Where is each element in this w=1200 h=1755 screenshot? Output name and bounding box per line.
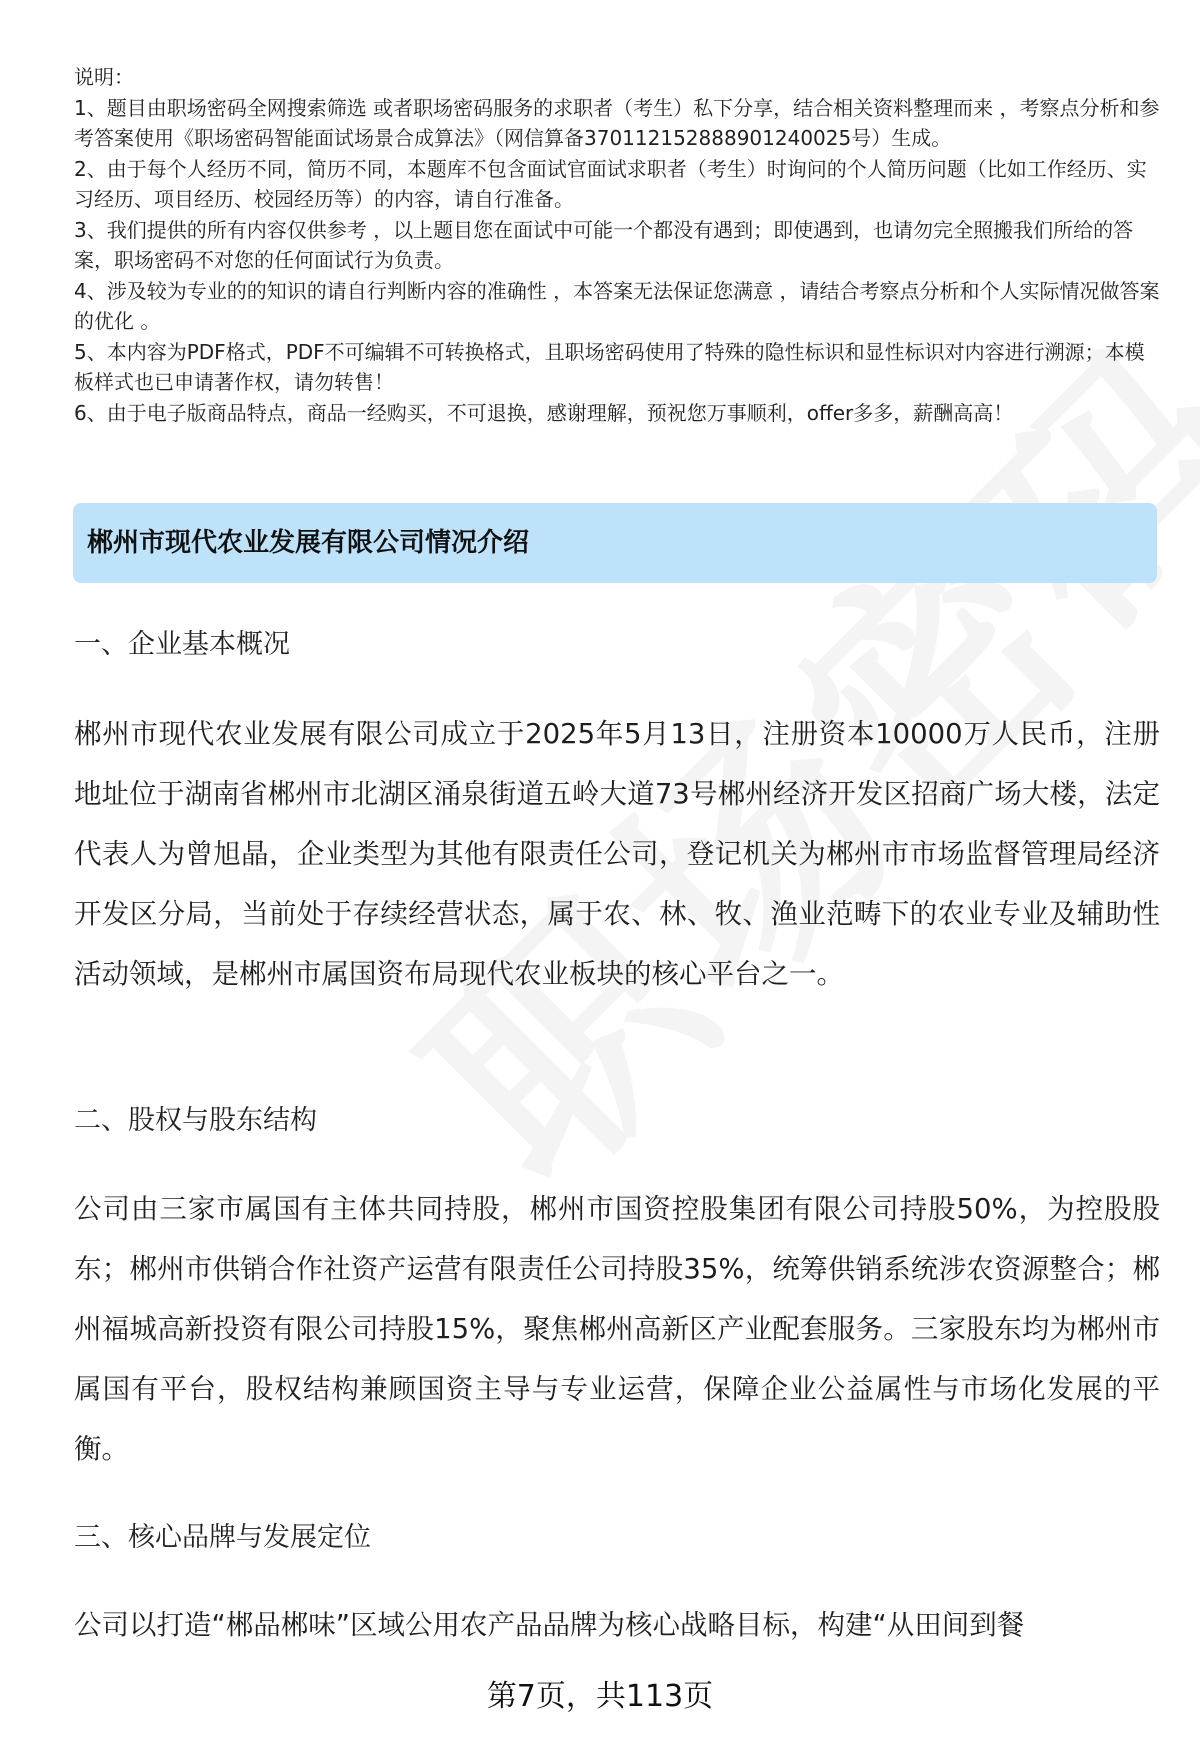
section-heading-equity: 二、股权与股东结构	[74, 1105, 317, 1136]
section-body-brand: 公司以打造“郴品郴味”区域公用农产品品牌为核心战略目标，构建“从田间到餐	[74, 1609, 1025, 1641]
page-title: 郴州市现代农业发展有限公司情况介绍	[87, 528, 530, 558]
section-heading-brand: 三、核心品牌与发展定位	[74, 1522, 371, 1553]
notes-item: 4、涉及较为专业的的知识的请自行判断内容的准确性 ，本答案无法保证您满意 ，请结合考察点分析和个人实际情况做答案的优化 。	[74, 278, 1160, 333]
page-number: 第7页，共113页	[486, 1679, 714, 1714]
section-body-overview: 郴州市现代农业发展有限公司成立于2025年5月13日，注册资本10000万人民币，注册地址位于湖南省郴州市北湖区涌泉街道五岭大道73号郴州经济开发区招商广场大楼，法定代表人为曾旭晶，企业类型为其他有限责任公司，登记机关为郴州市市场监督管理局经济开发区分局，当前处于存续经营状态，属于农、林、牧、渔业范畴下的农业专业及辅助性活动领域，是郴州市属国资布局现代农业板块的核心平台之一。	[74, 718, 1161, 990]
title-banner	[73, 503, 1157, 583]
notes-item: 2、由于每个人经历不同，简历不同，本题库不包含面试官面试求职者（考生）时询问的个人简历问题（比如工作经历、实习经历、项目经历、校园经历等）的内容，请自行准备。	[74, 156, 1147, 211]
notes-item: 6、由于电子版商品特点，商品一经购买，不可退换，感谢理解，预祝您万事顺利，offer多多，薪酬高高！	[74, 400, 1014, 425]
notes-item: 3、我们提供的所有内容仅供参考 ，以上题目您在面试中可能一个都没有遇到；即使遇到，也请勿完全照搬我们所给的答案，职场密码不对您的任何面试行为负责。	[74, 217, 1134, 272]
section-body-equity: 公司由三家市属国有主体共同持股，郴州市国资控股集团有限公司持股50%，为控股股东；郴州市供销合作社资产运营有限责任公司持股35%，统筹供销系统涉农资源整合；郴州福城高新投资有限公司持股15%，聚焦郴州高新区产业配套服务。三家股东均为郴州市属国有平台，股权结构兼顾国资主导与专业运营，保障企业公益属性与市场化发展的平衡。	[74, 1193, 1160, 1465]
notes-item: 1、题目由职场密码全网搜索筛选 或者职场密码服务的求职者（考生）私下分享，结合相关资料整理而来 ，考察点分析和参考答案使用《职场密码智能面试场景合成算法》（网信算备370112152888901240025号）生成。	[74, 95, 1160, 150]
section-heading-overview: 一、企业基本概况	[74, 629, 290, 660]
notes-item: 5、本内容为PDF格式，PDF不可编辑不可转换格式，且职场密码使用了特殊的隐性标识和显性标识对内容进行溯源；本模板样式也已申请著作权，请勿转售！	[74, 339, 1145, 394]
notes-heading: 说明：	[74, 65, 134, 89]
disclaimer-notes	[74, 62, 1164, 428]
